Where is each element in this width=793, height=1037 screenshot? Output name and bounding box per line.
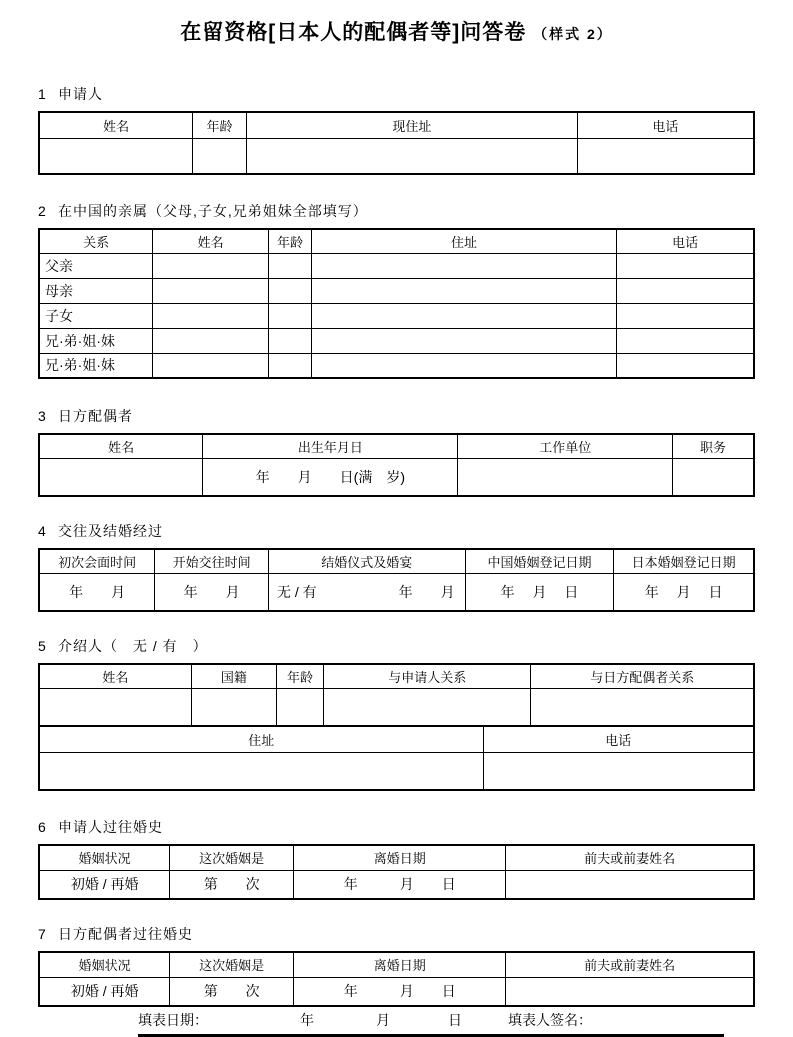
amh-exspouse-name-cell[interactable]	[506, 870, 754, 899]
section6-title: 申请人过往婚史	[58, 819, 163, 835]
page-title	[38, 16, 755, 46]
japan-registry-cell[interactable]: 年 月 日	[614, 573, 754, 611]
dating-start-cell[interactable]: 年 月	[155, 573, 269, 611]
japanese-spouse-table	[38, 433, 755, 497]
rel-col-china-registry: 中国婚姻登记日期	[465, 549, 614, 573]
sibling2-name-cell[interactable]	[153, 353, 269, 378]
spouse-position-cell[interactable]	[672, 458, 754, 496]
spouse-name-cell[interactable]	[39, 458, 203, 496]
table-row	[39, 303, 754, 328]
smh-divorce-date-cell[interactable]: 年 月 日	[294, 977, 506, 1006]
first-meeting-cell[interactable]: 年 月	[39, 573, 155, 611]
smh-col-ordinal: 这次婚姻是	[170, 952, 294, 977]
applicant-age-cell[interactable]	[193, 138, 247, 174]
applicant-col-address: 现住址	[246, 112, 577, 138]
section5-heading	[38, 636, 755, 656]
sibling1-name-cell[interactable]	[153, 328, 269, 353]
table-row	[39, 138, 754, 174]
page-title-suffix: （样式 2）	[533, 26, 613, 42]
rel-col-first-meeting: 初次会面时间	[39, 549, 155, 573]
table-row	[39, 573, 754, 611]
table-row	[39, 328, 754, 353]
rel-col-ceremony: 结婚仪式及婚宴	[269, 549, 466, 573]
fill-date-year-label: 年	[300, 1012, 314, 1028]
fill-date-label: 填表日期：	[138, 1012, 208, 1028]
mother-address-cell[interactable]	[311, 278, 616, 303]
introducer-col-applicant-relation: 与申请人关系	[324, 664, 531, 688]
applicant-col-phone: 电话	[577, 112, 754, 138]
table-row	[39, 278, 754, 303]
table-row	[39, 253, 754, 278]
spouse-birthdate-cell[interactable]: 年 月 日(满 岁)	[203, 458, 458, 496]
relation-label-mother: 母亲	[39, 278, 153, 303]
mother-phone-cell[interactable]	[617, 278, 754, 303]
relatives-col-address: 住址	[311, 229, 616, 253]
section3-title: 日方配偶者	[58, 408, 133, 424]
smh-status-cell[interactable]: 初婚 / 再婚	[39, 977, 170, 1006]
applicant-table	[38, 111, 755, 175]
section2-title: 在中国的亲属（父母,子女,兄弟姐妹全部填写）	[58, 203, 368, 219]
introducer-applicant-relation-cell[interactable]	[324, 688, 531, 726]
section1-title: 申请人	[58, 86, 103, 102]
applicant-name-cell[interactable]	[39, 138, 193, 174]
spouse-col-name: 姓名	[39, 434, 203, 458]
table-row	[39, 353, 754, 378]
ceremony-date[interactable]: 年 月	[398, 583, 455, 600]
section6-number: 6	[38, 819, 47, 835]
rel-col-japan-registry: 日本婚姻登记日期	[614, 549, 754, 573]
applicant-phone-cell[interactable]	[577, 138, 754, 174]
introducer-col-name: 姓名	[39, 664, 191, 688]
section5-title: 介绍人（ 无 / 有 ）	[58, 638, 208, 654]
spouse-workplace-cell[interactable]	[458, 458, 673, 496]
applicant-col-age: 年龄	[193, 112, 247, 138]
relatives-col-phone: 电话	[617, 229, 754, 253]
amh-col-ordinal: 这次婚姻是	[170, 845, 294, 870]
introducer-col-spouse-relation: 与日方配偶者关系	[531, 664, 754, 688]
spouse-marriage-history-table	[38, 951, 755, 1007]
amh-ordinal-cell[interactable]: 第 次	[170, 870, 294, 899]
children-name-cell[interactable]	[153, 303, 269, 328]
father-phone-cell[interactable]	[617, 253, 754, 278]
introducer-nationality-cell[interactable]	[191, 688, 276, 726]
table-row	[39, 688, 754, 726]
introducer-phone-cell[interactable]	[483, 752, 754, 790]
section1-heading	[38, 84, 755, 104]
relatives-col-age: 年龄	[269, 229, 312, 253]
applicant-address-cell[interactable]	[246, 138, 577, 174]
table-row	[39, 870, 754, 899]
section7-heading	[38, 924, 755, 944]
spouse-col-workplace: 工作单位	[458, 434, 673, 458]
father-address-cell[interactable]	[311, 253, 616, 278]
mother-name-cell[interactable]	[153, 278, 269, 303]
sibling2-address-cell[interactable]	[311, 353, 616, 378]
section3-number: 3	[38, 408, 47, 424]
smh-exspouse-name-cell[interactable]	[506, 977, 754, 1006]
table-row	[39, 458, 754, 496]
relation-label-sibling1: 兄·弟·姐·妹	[39, 328, 153, 353]
introducer-spouse-relation-cell[interactable]	[531, 688, 754, 726]
smh-col-divorce-date: 离婚日期	[294, 952, 506, 977]
mother-age-cell[interactable]	[269, 278, 312, 303]
relatives-table	[38, 228, 755, 379]
section4-number: 4	[38, 523, 47, 539]
smh-col-status: 婚姻状况	[39, 952, 170, 977]
father-name-cell[interactable]	[153, 253, 269, 278]
amh-col-divorce-date: 离婚日期	[294, 845, 506, 870]
china-registry-cell[interactable]: 年 月 日	[465, 573, 614, 611]
section4-title: 交往及结婚经过	[58, 523, 163, 539]
amh-col-status: 婚姻状况	[39, 845, 170, 870]
smh-ordinal-cell[interactable]: 第 次	[170, 977, 294, 1006]
relatives-col-name: 姓名	[153, 229, 269, 253]
section7-title: 日方配偶者过往婚史	[58, 926, 193, 942]
introducer-col-nationality: 国籍	[191, 664, 276, 688]
section7-number: 7	[38, 926, 47, 942]
introducer-col-address: 住址	[39, 726, 483, 752]
section4-heading	[38, 521, 755, 541]
children-address-cell[interactable]	[311, 303, 616, 328]
smh-col-exspouse-name: 前夫或前妻姓名	[506, 952, 754, 977]
fill-date-day-label: 日	[448, 1012, 462, 1028]
sibling2-phone-cell[interactable]	[617, 353, 754, 378]
section5-number: 5	[38, 638, 47, 654]
rel-col-dating-start: 开始交往时间	[155, 549, 269, 573]
spouse-col-birthdate: 出生年月日	[203, 434, 458, 458]
table-row	[39, 752, 754, 790]
introducer-address-cell[interactable]	[39, 752, 483, 790]
section6-heading	[38, 817, 755, 837]
table-row	[39, 977, 754, 1006]
father-age-cell[interactable]	[269, 253, 312, 278]
applicant-marriage-history-table	[38, 844, 755, 900]
spouse-col-position: 职务	[672, 434, 754, 458]
section2-heading	[38, 201, 755, 221]
form-footer	[38, 1010, 755, 1037]
relation-label-father: 父亲	[39, 253, 153, 278]
fill-date-month-label: 月	[376, 1012, 390, 1028]
introducer-col-phone: 电话	[483, 726, 754, 752]
section3-heading	[38, 406, 755, 426]
introducer-age-cell[interactable]	[276, 688, 323, 726]
sibling1-address-cell[interactable]	[311, 328, 616, 353]
sibling1-age-cell[interactable]	[269, 328, 312, 353]
amh-divorce-date-cell[interactable]: 年 月 日	[294, 870, 506, 899]
children-phone-cell[interactable]	[617, 303, 754, 328]
page-title-main: 在留资格[日本人的配偶者等]问答卷	[180, 21, 527, 44]
relation-label-sibling2: 兄·弟·姐·妹	[39, 353, 153, 378]
children-age-cell[interactable]	[269, 303, 312, 328]
sibling2-age-cell[interactable]	[269, 353, 312, 378]
introducer-contact-table	[38, 725, 755, 791]
introducer-col-age: 年龄	[276, 664, 323, 688]
relation-label-children: 子女	[39, 303, 153, 328]
amh-status-cell[interactable]: 初婚 / 再婚	[39, 870, 170, 899]
introducer-name-cell[interactable]	[39, 688, 191, 726]
ceremony-cell[interactable]	[269, 573, 466, 611]
relationship-history-table	[38, 548, 755, 612]
sibling1-phone-cell[interactable]	[617, 328, 754, 353]
section2-number: 2	[38, 203, 47, 219]
signer-label: 填表人签名：	[508, 1012, 592, 1028]
relatives-col-relation: 关系	[39, 229, 153, 253]
amh-col-exspouse-name: 前夫或前妻姓名	[506, 845, 754, 870]
applicant-col-name: 姓名	[39, 112, 193, 138]
footer-signature-line[interactable]	[138, 1010, 724, 1037]
ceremony-choice[interactable]: 无 / 有	[277, 583, 317, 600]
section1-number: 1	[38, 86, 47, 102]
introducer-table	[38, 663, 755, 727]
